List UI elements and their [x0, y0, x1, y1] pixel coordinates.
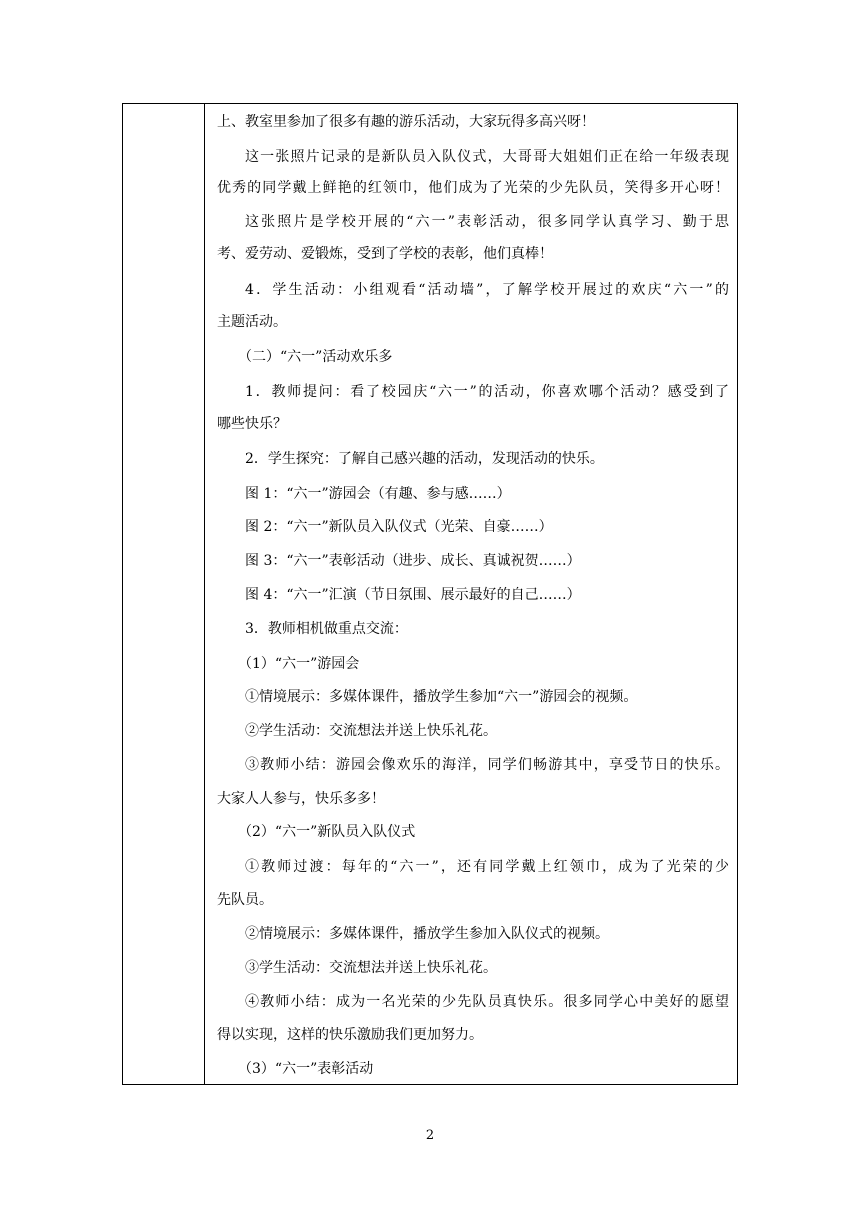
- text-line: 2．学生探究：了解自己感兴趣的活动，发现活动的快乐。: [245, 451, 604, 467]
- text-line: 4．学生活动：小组观看“活动墙”，了解学校开展过的欢庆“六一”的: [245, 282, 729, 298]
- sub-heading: （3）“六一”表彰活动: [238, 1061, 374, 1077]
- content-cell: [205, 104, 737, 1084]
- section-heading: （二）“六一”活动欢乐多: [238, 349, 393, 365]
- text-line: 哪些快乐？: [217, 416, 287, 432]
- figure-item: 图 4：“六一”汇演（节日氛围、展示最好的自己……）: [245, 587, 581, 603]
- text-line: 这一张照片记录的是新队员入队仪式，大哥哥大姐姐们正在给一年级表现: [245, 149, 729, 165]
- text-line: 考、爱劳动、爱锻炼，受到了学校的表彰，他们真棒！: [217, 246, 553, 262]
- figure-item: 图 1：“六一”游园会（有趣、参与感……）: [245, 486, 511, 502]
- text-line: ③教师小结：游园会像欢乐的海洋，同学们畅游其中，享受节日的快乐。: [245, 757, 729, 773]
- text-line: 3．教师相机做重点交流：: [245, 621, 408, 637]
- text-line: ③学生活动：交流想法并送上快乐礼花。: [245, 960, 497, 976]
- figure-item: 图 2：“六一”新队员入队仪式（光荣、自豪……）: [245, 519, 553, 535]
- text-line: 这张照片是学校开展的“六一”表彰活动，很多同学认真学习、勤于思: [245, 214, 729, 230]
- text-line: ②情境展示：多媒体课件，播放学生参加入队仪式的视频。: [245, 926, 609, 942]
- figure-item: 图 3：“六一”表彰活动（进步、成长、真诚祝贺……）: [245, 553, 581, 569]
- text-line: ①教师过渡：每年的“六一”，还有同学戴上红领巾，成为了光荣的少: [245, 859, 729, 875]
- page-number: 2: [425, 1128, 435, 1143]
- text-line: 得以实现，这样的快乐激励我们更加努力。: [217, 1027, 483, 1043]
- text-line: ②学生活动：交流想法并送上快乐礼花。: [245, 723, 497, 739]
- sub-heading: （2）“六一”新队员入队仪式: [238, 824, 416, 840]
- sub-heading: （1）“六一”游园会: [238, 656, 360, 672]
- text-line: 上、教室里参加了很多有趣的游乐活动，大家玩得多高兴呀！: [217, 114, 595, 130]
- lesson-table: [122, 103, 738, 1085]
- text-line: ①情境展示：多媒体课件，播放学生参加“六一”游园会的视频。: [245, 689, 638, 705]
- text-line: 1．教师提问：看了校园庆“六一”的活动，你喜欢哪个活动？感受到了: [245, 384, 729, 400]
- text-line: 大家人人参与，快乐多多！: [217, 791, 385, 807]
- text-line: ④教师小结：成为一名光荣的少先队员真快乐。很多同学心中美好的愿望: [245, 994, 729, 1010]
- text-line: 先队员。: [217, 892, 273, 908]
- text-line: 优秀的同学戴上鲜艳的红领巾，他们成为了光荣的少先队员，笑得多开心呀！: [217, 180, 729, 196]
- text-line: 主题活动。: [217, 314, 287, 330]
